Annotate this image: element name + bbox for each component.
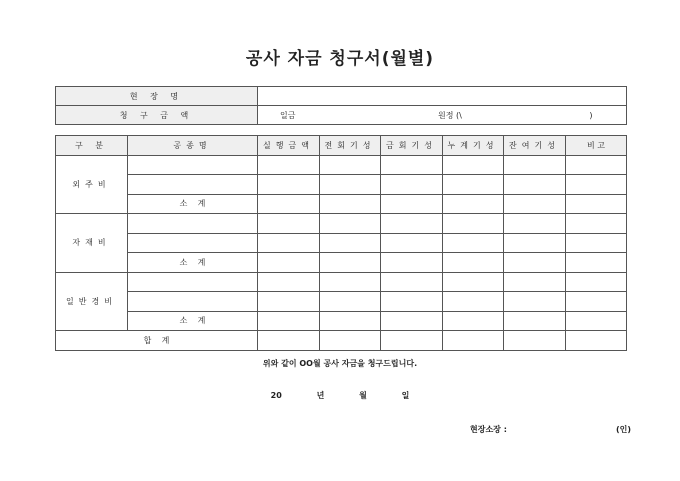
- date-year-unit: 년: [316, 391, 325, 400]
- seal-mark: (인): [616, 425, 632, 434]
- table-cell[interactable]: [566, 233, 627, 253]
- table-cell[interactable]: [381, 253, 443, 273]
- subtotal-row: [56, 253, 627, 273]
- table-cell[interactable]: [566, 311, 627, 331]
- table-cell[interactable]: [504, 214, 566, 234]
- header-previous-progress: 전회기성: [320, 136, 381, 156]
- table-cell[interactable]: [258, 272, 320, 292]
- subtotal-label: 소 계: [128, 194, 258, 214]
- table-cell[interactable]: [258, 253, 320, 273]
- document-title: 공사 자금 청구서(월별): [245, 49, 435, 69]
- table-cell[interactable]: [504, 253, 566, 273]
- table-row: [56, 214, 627, 234]
- table-cell[interactable]: [566, 175, 627, 195]
- amount-row: [56, 106, 627, 125]
- header-execution-amount: 실행금액: [258, 136, 320, 156]
- table-cell[interactable]: [566, 272, 627, 292]
- table-cell[interactable]: [258, 233, 320, 253]
- site-label: 현 장 명: [56, 87, 258, 106]
- table-cell[interactable]: [128, 175, 258, 195]
- table-cell[interactable]: [504, 331, 566, 351]
- table-cell[interactable]: [258, 155, 320, 175]
- header-row: [56, 136, 627, 156]
- table-cell[interactable]: [504, 311, 566, 331]
- table-cell[interactable]: [443, 253, 504, 273]
- group-general-expenses: 일반경비: [56, 272, 128, 331]
- table-cell[interactable]: [443, 331, 504, 351]
- table-row: [56, 292, 627, 312]
- table-cell[interactable]: [320, 292, 381, 312]
- header-remarks: 비 고: [566, 136, 627, 156]
- table-row: [56, 155, 627, 175]
- table-cell[interactable]: [566, 253, 627, 273]
- site-value[interactable]: [258, 87, 627, 106]
- amount-value[interactable]: [258, 106, 627, 125]
- table-cell[interactable]: [443, 175, 504, 195]
- table-cell[interactable]: [566, 155, 627, 175]
- date-year[interactable]: 20: [270, 391, 282, 400]
- group-materials: 자재비: [56, 214, 128, 273]
- table-cell[interactable]: [566, 214, 627, 234]
- table-cell[interactable]: [443, 311, 504, 331]
- table-cell[interactable]: [320, 311, 381, 331]
- header-work-type: 공종명: [128, 136, 258, 156]
- table-row: [56, 175, 627, 195]
- table-cell[interactable]: [320, 175, 381, 195]
- table-cell[interactable]: [504, 175, 566, 195]
- table-cell[interactable]: [381, 214, 443, 234]
- table-cell[interactable]: [381, 194, 443, 214]
- table-cell[interactable]: [381, 331, 443, 351]
- table-cell[interactable]: [128, 155, 258, 175]
- table-cell[interactable]: [504, 194, 566, 214]
- table-row: [56, 233, 627, 253]
- amount-close: ): [589, 110, 593, 120]
- header-current-progress: 금회기성: [381, 136, 443, 156]
- amount-label: 청 구 금 액: [56, 106, 258, 125]
- header-cumulative-progress: 누계기성: [443, 136, 504, 156]
- table-cell[interactable]: [128, 272, 258, 292]
- table-cell[interactable]: [258, 331, 320, 351]
- amount-won: 원정 (\: [438, 110, 462, 120]
- table-cell[interactable]: [381, 233, 443, 253]
- table-cell[interactable]: [443, 155, 504, 175]
- table-cell[interactable]: [566, 292, 627, 312]
- date-line: [0, 390, 680, 401]
- header-category: 구 분: [56, 136, 128, 156]
- table-cell[interactable]: [128, 233, 258, 253]
- table-cell[interactable]: [504, 272, 566, 292]
- table-cell[interactable]: [320, 331, 381, 351]
- table-cell[interactable]: [320, 272, 381, 292]
- table-cell[interactable]: [258, 311, 320, 331]
- subtotal-label: 소 계: [128, 253, 258, 273]
- table-row: [56, 272, 627, 292]
- date-month-unit: 월: [359, 391, 367, 400]
- table-cell[interactable]: [443, 233, 504, 253]
- group-outsourcing: 외주비: [56, 155, 128, 214]
- fund-request-table: [55, 135, 627, 351]
- table-cell[interactable]: [381, 292, 443, 312]
- table-cell[interactable]: [443, 194, 504, 214]
- table-cell[interactable]: [320, 214, 381, 234]
- request-statement: 위와 같이 OO월 공사 자금을 청구드립니다.: [262, 359, 418, 368]
- table-cell[interactable]: [381, 272, 443, 292]
- table-cell[interactable]: [258, 175, 320, 195]
- table-cell[interactable]: [258, 292, 320, 312]
- table-cell[interactable]: [504, 292, 566, 312]
- table-cell[interactable]: [381, 175, 443, 195]
- site-info-table: [55, 86, 627, 125]
- table-cell[interactable]: [443, 214, 504, 234]
- date-day-unit: 일: [401, 391, 410, 400]
- site-manager-label: 현장소장 :: [470, 425, 507, 434]
- table-cell[interactable]: [566, 331, 627, 351]
- header-remaining-progress: 잔여기성: [504, 136, 566, 156]
- subtotal-row: [56, 311, 627, 331]
- total-row: [56, 331, 627, 351]
- table-cell[interactable]: [381, 155, 443, 175]
- table-cell[interactable]: [320, 253, 381, 273]
- table-cell[interactable]: [443, 272, 504, 292]
- table-cell[interactable]: [504, 155, 566, 175]
- total-label: 합 계: [56, 331, 258, 351]
- table-cell[interactable]: [128, 214, 258, 234]
- table-cell[interactable]: [258, 214, 320, 234]
- subtotal-row: [56, 194, 627, 214]
- amount-prefix: 일금: [280, 110, 296, 120]
- table-cell[interactable]: [504, 233, 566, 253]
- subtotal-label: 소 계: [128, 311, 258, 331]
- table-cell[interactable]: [258, 194, 320, 214]
- table-cell[interactable]: [443, 292, 504, 312]
- site-row: [56, 87, 627, 106]
- table-cell[interactable]: [566, 194, 627, 214]
- table-cell[interactable]: [320, 233, 381, 253]
- table-cell[interactable]: [320, 155, 381, 175]
- table-cell[interactable]: [381, 311, 443, 331]
- table-cell[interactable]: [128, 292, 258, 312]
- table-cell[interactable]: [320, 194, 381, 214]
